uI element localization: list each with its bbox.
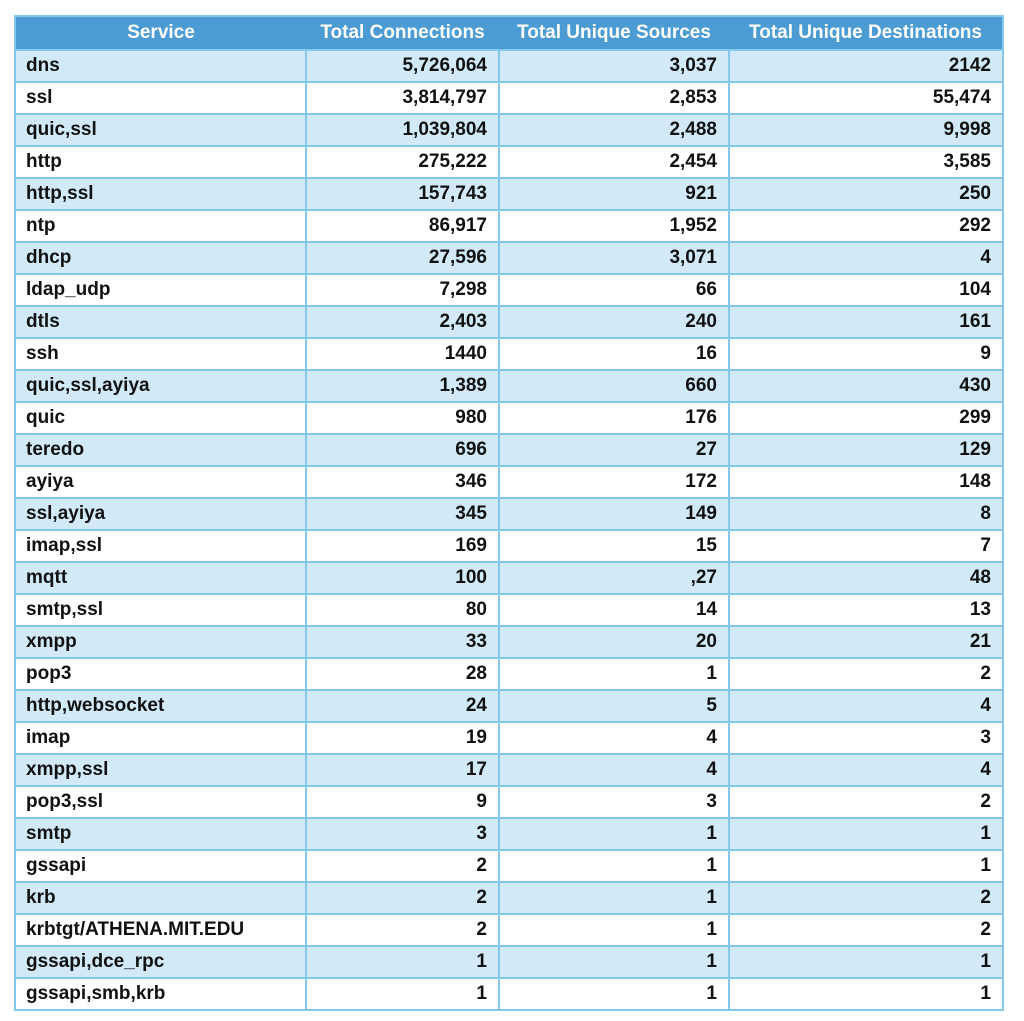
table-row bbox=[15, 690, 1003, 722]
value-cell: 250 bbox=[729, 178, 1003, 210]
service-cell: gssapi,dce_rpc bbox=[15, 946, 306, 978]
table-row bbox=[15, 562, 1003, 594]
value-cell: 2,488 bbox=[499, 114, 729, 146]
table-row bbox=[15, 402, 1003, 434]
value-cell: 66 bbox=[499, 274, 729, 306]
value-cell: 5 bbox=[499, 690, 729, 722]
value-cell: 149 bbox=[499, 498, 729, 530]
value-cell: 1 bbox=[499, 914, 729, 946]
service-cell: quic bbox=[15, 402, 306, 434]
service-cell: smtp bbox=[15, 818, 306, 850]
value-cell: 1 bbox=[306, 978, 499, 1010]
value-cell: 3,037 bbox=[499, 50, 729, 82]
value-cell: 104 bbox=[729, 274, 1003, 306]
value-cell: 696 bbox=[306, 434, 499, 466]
service-cell: gssapi,smb,krb bbox=[15, 978, 306, 1010]
value-cell: 1 bbox=[729, 946, 1003, 978]
service-cell: krb bbox=[15, 882, 306, 914]
value-cell: 14 bbox=[499, 594, 729, 626]
value-cell: 660 bbox=[499, 370, 729, 402]
value-cell: 27,596 bbox=[306, 242, 499, 274]
table-row bbox=[15, 978, 1003, 1010]
value-cell: 80 bbox=[306, 594, 499, 626]
table-row bbox=[15, 594, 1003, 626]
table-row bbox=[15, 50, 1003, 82]
service-cell: imap bbox=[15, 722, 306, 754]
column-header-total-connections: Total Connections bbox=[306, 16, 499, 50]
service-cell: http,websocket bbox=[15, 690, 306, 722]
value-cell: 148 bbox=[729, 466, 1003, 498]
value-cell: 2 bbox=[306, 914, 499, 946]
value-cell: 9,998 bbox=[729, 114, 1003, 146]
value-cell: 28 bbox=[306, 658, 499, 690]
value-cell: 13 bbox=[729, 594, 1003, 626]
value-cell: 55,474 bbox=[729, 82, 1003, 114]
value-cell: 2142 bbox=[729, 50, 1003, 82]
value-cell: 1,952 bbox=[499, 210, 729, 242]
table-row bbox=[15, 722, 1003, 754]
value-cell: 921 bbox=[499, 178, 729, 210]
service-connections-table bbox=[14, 15, 1004, 1011]
value-cell: 299 bbox=[729, 402, 1003, 434]
value-cell: ,27 bbox=[499, 562, 729, 594]
value-cell: 7,298 bbox=[306, 274, 499, 306]
value-cell: 21 bbox=[729, 626, 1003, 658]
value-cell: 4 bbox=[729, 242, 1003, 274]
value-cell: 3,585 bbox=[729, 146, 1003, 178]
value-cell: 3,814,797 bbox=[306, 82, 499, 114]
service-cell: imap,ssl bbox=[15, 530, 306, 562]
value-cell: 240 bbox=[499, 306, 729, 338]
service-cell: ssl bbox=[15, 82, 306, 114]
value-cell: 100 bbox=[306, 562, 499, 594]
value-cell: 16 bbox=[499, 338, 729, 370]
service-cell: dns bbox=[15, 50, 306, 82]
table-row bbox=[15, 274, 1003, 306]
service-cell: ntp bbox=[15, 210, 306, 242]
value-cell: 8 bbox=[729, 498, 1003, 530]
service-cell: xmpp,ssl bbox=[15, 754, 306, 786]
table-row bbox=[15, 850, 1003, 882]
table-row bbox=[15, 306, 1003, 338]
service-cell: ldap_udp bbox=[15, 274, 306, 306]
value-cell: 2,454 bbox=[499, 146, 729, 178]
value-cell: 161 bbox=[729, 306, 1003, 338]
value-cell: 4 bbox=[729, 690, 1003, 722]
value-cell: 86,917 bbox=[306, 210, 499, 242]
service-cell: http bbox=[15, 146, 306, 178]
value-cell: 2 bbox=[729, 786, 1003, 818]
value-cell: 9 bbox=[306, 786, 499, 818]
value-cell: 48 bbox=[729, 562, 1003, 594]
table-row bbox=[15, 754, 1003, 786]
value-cell: 1 bbox=[306, 946, 499, 978]
value-cell: 4 bbox=[729, 754, 1003, 786]
service-cell: pop3,ssl bbox=[15, 786, 306, 818]
value-cell: 2 bbox=[729, 914, 1003, 946]
value-cell: 292 bbox=[729, 210, 1003, 242]
value-cell: 1 bbox=[499, 658, 729, 690]
service-cell: ssh bbox=[15, 338, 306, 370]
value-cell: 7 bbox=[729, 530, 1003, 562]
value-cell: 169 bbox=[306, 530, 499, 562]
value-cell: 1 bbox=[499, 818, 729, 850]
value-cell: 2,853 bbox=[499, 82, 729, 114]
table-body bbox=[15, 50, 1003, 1010]
table-row bbox=[15, 146, 1003, 178]
value-cell: 15 bbox=[499, 530, 729, 562]
value-cell: 176 bbox=[499, 402, 729, 434]
value-cell: 3 bbox=[306, 818, 499, 850]
service-cell: http,ssl bbox=[15, 178, 306, 210]
table-row bbox=[15, 914, 1003, 946]
table-row bbox=[15, 818, 1003, 850]
value-cell: 172 bbox=[499, 466, 729, 498]
table-row bbox=[15, 338, 1003, 370]
value-cell: 1,039,804 bbox=[306, 114, 499, 146]
service-cell: ssl,ayiya bbox=[15, 498, 306, 530]
table-row bbox=[15, 946, 1003, 978]
value-cell: 5,726,064 bbox=[306, 50, 499, 82]
value-cell: 345 bbox=[306, 498, 499, 530]
value-cell: 275,222 bbox=[306, 146, 499, 178]
value-cell: 27 bbox=[499, 434, 729, 466]
value-cell: 1 bbox=[499, 850, 729, 882]
value-cell: 2 bbox=[729, 882, 1003, 914]
value-cell: 430 bbox=[729, 370, 1003, 402]
value-cell: 2,403 bbox=[306, 306, 499, 338]
value-cell: 1,389 bbox=[306, 370, 499, 402]
service-cell: dhcp bbox=[15, 242, 306, 274]
table-row bbox=[15, 658, 1003, 690]
value-cell: 1 bbox=[499, 946, 729, 978]
column-header-total-unique-sources: Total Unique Sources bbox=[499, 16, 729, 50]
value-cell: 19 bbox=[306, 722, 499, 754]
service-cell: teredo bbox=[15, 434, 306, 466]
value-cell: 33 bbox=[306, 626, 499, 658]
table-row bbox=[15, 786, 1003, 818]
table-row bbox=[15, 242, 1003, 274]
value-cell: 3,071 bbox=[499, 242, 729, 274]
value-cell: 3 bbox=[729, 722, 1003, 754]
table-row bbox=[15, 210, 1003, 242]
value-cell: 1440 bbox=[306, 338, 499, 370]
value-cell: 1 bbox=[729, 850, 1003, 882]
service-cell: ayiya bbox=[15, 466, 306, 498]
value-cell: 4 bbox=[499, 722, 729, 754]
column-header-service: Service bbox=[15, 16, 306, 50]
service-cell: smtp,ssl bbox=[15, 594, 306, 626]
service-cell: xmpp bbox=[15, 626, 306, 658]
value-cell: 346 bbox=[306, 466, 499, 498]
service-cell: pop3 bbox=[15, 658, 306, 690]
value-cell: 157,743 bbox=[306, 178, 499, 210]
table-row bbox=[15, 434, 1003, 466]
value-cell: 20 bbox=[499, 626, 729, 658]
table-row bbox=[15, 498, 1003, 530]
table-row bbox=[15, 82, 1003, 114]
service-cell: krbtgt/ATHENA.MIT.EDU bbox=[15, 914, 306, 946]
table-row bbox=[15, 530, 1003, 562]
service-cell: mqtt bbox=[15, 562, 306, 594]
service-cell: gssapi bbox=[15, 850, 306, 882]
table-row bbox=[15, 626, 1003, 658]
value-cell: 9 bbox=[729, 338, 1003, 370]
column-header-total-unique-destinations: Total Unique Destinations bbox=[729, 16, 1003, 50]
table-header bbox=[15, 16, 1003, 50]
value-cell: 1 bbox=[729, 818, 1003, 850]
value-cell: 129 bbox=[729, 434, 1003, 466]
table-row bbox=[15, 114, 1003, 146]
value-cell: 1 bbox=[729, 978, 1003, 1010]
value-cell: 1 bbox=[499, 882, 729, 914]
value-cell: 2 bbox=[306, 882, 499, 914]
value-cell: 1 bbox=[499, 978, 729, 1010]
service-cell: quic,ssl,ayiya bbox=[15, 370, 306, 402]
table-row bbox=[15, 178, 1003, 210]
table-row bbox=[15, 466, 1003, 498]
service-cell: quic,ssl bbox=[15, 114, 306, 146]
value-cell: 24 bbox=[306, 690, 499, 722]
header-row bbox=[15, 16, 1003, 50]
table-row bbox=[15, 882, 1003, 914]
value-cell: 2 bbox=[729, 658, 1003, 690]
value-cell: 17 bbox=[306, 754, 499, 786]
service-cell: dtls bbox=[15, 306, 306, 338]
value-cell: 3 bbox=[499, 786, 729, 818]
table-row bbox=[15, 370, 1003, 402]
value-cell: 2 bbox=[306, 850, 499, 882]
value-cell: 4 bbox=[499, 754, 729, 786]
value-cell: 980 bbox=[306, 402, 499, 434]
